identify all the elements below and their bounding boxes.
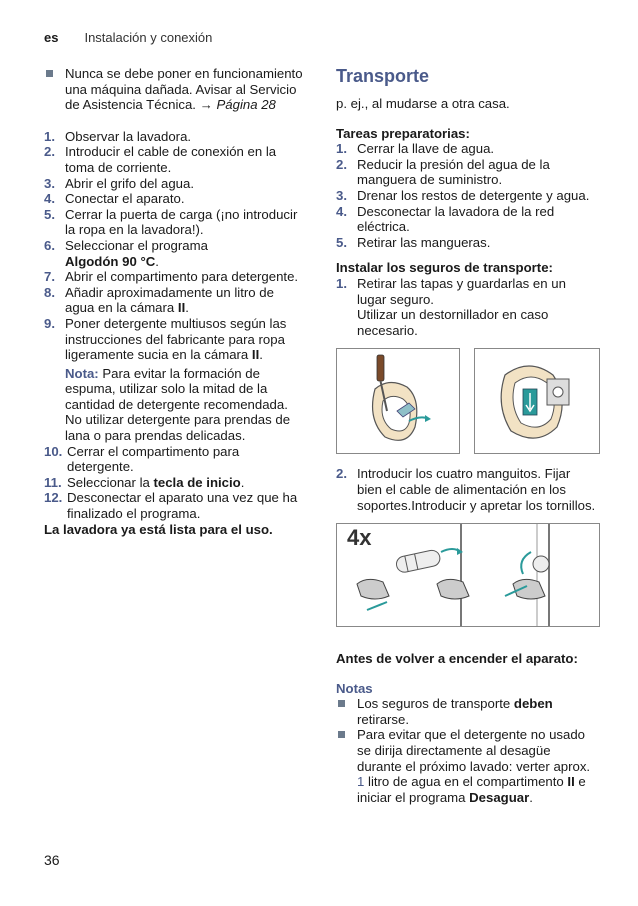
language-code: es <box>44 30 59 45</box>
page-header <box>44 30 212 45</box>
step-5: 5. Cerrar la puerta de carga (¡no introducir la ropa en la lavadora!). <box>44 206 298 238</box>
step-3: 3. Abrir el grifo del agua. <box>44 175 195 191</box>
bullet-square-icon <box>46 70 53 77</box>
step-1: 1. Observar la lavadora. <box>44 128 192 144</box>
before-heading: Antes de volver a encender el aparato: <box>336 651 578 667</box>
prep-step-4: 4. Desconectar la lavadora de la red eléctrica. <box>336 203 555 235</box>
sleeves-figure <box>336 523 600 627</box>
step-8: 8. Añadir aproximadamente un litro de agua en la cámara II. <box>44 284 274 316</box>
transport-lock-illustration <box>475 349 599 453</box>
step-11: 11. Seleccionar la tecla de inicio. <box>44 474 245 490</box>
quantity-label: 4x <box>347 525 372 551</box>
install-step-2: 2. Introducir los cuatro manguitos. Fijar bien el cable de alimentación en los soportes.Introducir y apretar los tornillos. <box>336 466 596 513</box>
step-10: 10. Cerrar el compartimento para detergente. <box>44 443 240 475</box>
cover-figures <box>336 348 598 454</box>
prep-step-1: 1. Cerrar la llave de agua. <box>336 141 495 157</box>
note-1: Los seguros de transporte deben retirarse. <box>336 696 598 727</box>
prep-step-3: 3. Drenar los restos de detergente y agua. <box>336 187 590 203</box>
arrow-icon: → <box>199 97 213 113</box>
ready-statement: La lavadora ya está lista para el uso. <box>44 521 273 537</box>
left-column <box>44 66 306 537</box>
install-heading: Instalar los seguros de transporte: <box>336 260 553 276</box>
page-link[interactable]: Página 28 <box>216 97 276 113</box>
intro-text: p. ej., al mudarse a otra casa. <box>336 96 510 111</box>
install-step-1: 1. Retirar las tapas y guardarlas en un lugar seguro. Utilizar un destornillador en caso necesario. <box>336 275 566 338</box>
bullet-square-icon <box>338 700 345 707</box>
sleeves-illustration <box>337 524 599 626</box>
prep-step-2: 2. Reducir la presión del agua de la manguera de suministro. <box>336 156 550 188</box>
cover-stored-figure <box>474 348 600 454</box>
note-2: Para evitar que el detergente no usado se dirija directamente al desagüe durante el próximo lavado: verter aprox. 1 litro de agua en el compartimento II e iniciar el programa Desaguar. <box>336 727 598 805</box>
cover-removal-figure <box>336 348 460 454</box>
screwdriver-illustration <box>337 349 459 453</box>
warning-bullet: Nunca se debe poner en funcionamiento una máquina dañada. Avisar al Servicio de Asistencia Técnica. → Página 28 <box>44 66 306 113</box>
step-9-note: Nota: Para evitar la formación de espuma, utilizar solo la mitad de la cantidad de detergente recomendada. No utilizar detergente para prendas de lana o para prendas delicadas. <box>65 365 291 444</box>
step-4: 4. Conectar el aparato. <box>44 191 185 207</box>
notes-heading: Notas <box>336 680 373 696</box>
section-heading: Transporte <box>336 66 430 86</box>
step-7: 7. Abrir el compartimento para detergente. <box>44 269 299 285</box>
bullet-square-icon <box>338 731 345 738</box>
right-column <box>336 66 598 805</box>
step-2: 2. Introducir el cable de conexión en la toma de corriente. <box>44 144 277 175</box>
step-6: 6. Seleccionar el programa Algodón 90 °C. <box>44 237 208 269</box>
prep-step-5: 5. Retirar las mangueras. <box>336 234 491 250</box>
prep-heading: Tareas preparatorias: <box>336 125 470 141</box>
step-9: 9. Poner detergente multiusos según las instrucciones del fabricante para ropa ligeramente sucia en la cámara II. <box>44 315 287 363</box>
step-12: 12. Desconectar el aparato una vez que ha finalizado el programa. <box>44 490 298 522</box>
section-title: Instalación y conexión <box>84 30 213 45</box>
page-number: 36 <box>44 852 60 868</box>
